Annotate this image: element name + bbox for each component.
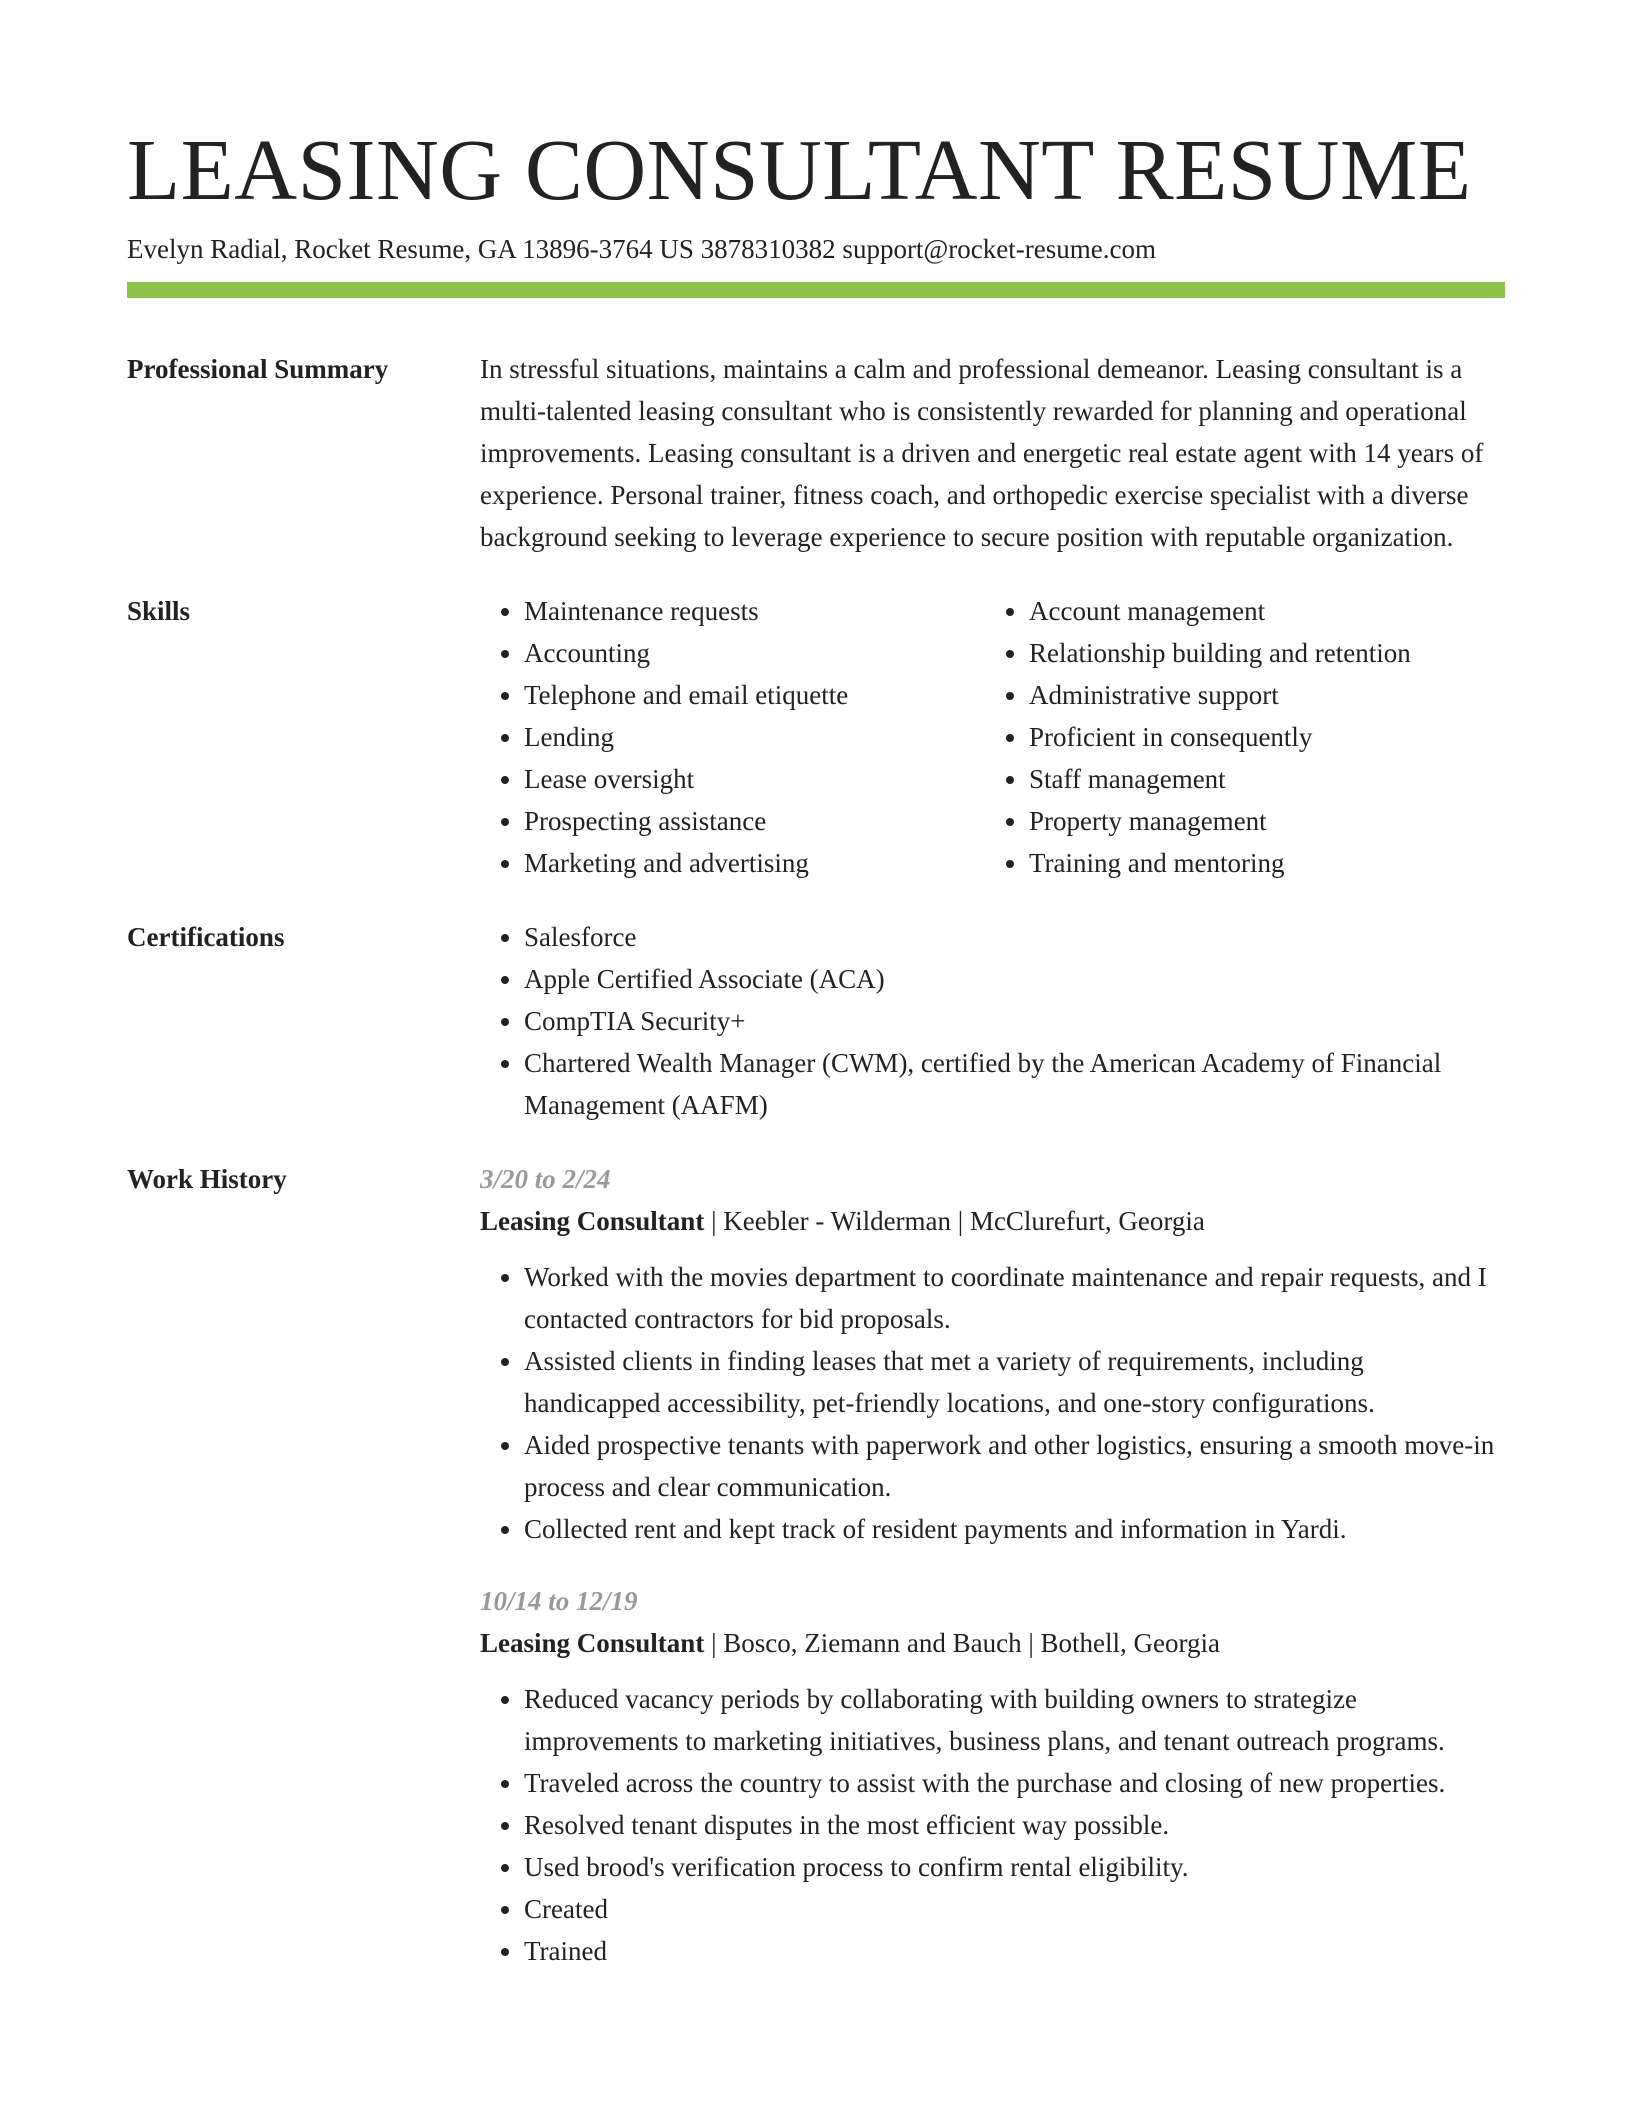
skill-item: • Maintenance requests (524, 590, 984, 632)
job-title: Leasing Consultant (480, 1206, 705, 1236)
work-history-section (127, 1158, 1505, 1972)
contact-line: Evelyn Radial, Rocket Resume, GA 13896-3764 US 3878310382 support@rocket-resume.com (127, 234, 1156, 264)
skill-item: • Property management (1029, 800, 1411, 842)
skills-columns (480, 590, 1505, 884)
job-bullet: • Worked with the movies department to coordinate maintenance and repair requests, and I contacted contractors for bid proposals. (524, 1256, 1505, 1340)
skill-item: • Prospecting assistance (524, 800, 984, 842)
skills-section (127, 590, 1505, 884)
job-bullet: • Assisted clients in finding leases that met a variety of requirements, including handicapped accessibility, pet-friendly locations, and one-story configurations. (524, 1340, 1505, 1424)
skill-item: • Staff management (1029, 758, 1411, 800)
skills-list-right (985, 590, 1411, 884)
certifications-list (480, 916, 1505, 1126)
skill-item: • Relationship building and retention (1029, 632, 1411, 674)
work-history-content (480, 1158, 1505, 1972)
job-details: | Keebler - Wilderman | McClurefurt, Georgia (704, 1206, 1205, 1236)
skill-item: • Administrative support (1029, 674, 1411, 716)
job-bullet: • Reduced vacancy periods by collaborating with building owners to strategize improvements to marketing initiatives, business plans, and tenant outreach programs. (524, 1678, 1505, 1762)
summary-text: In stressful situations, maintains a calm and professional demeanor. Leasing consultant is a multi-talented leasing consultant who is consistently rewarded for planning and operational improvements. Leasing consultant is a driven and energetic real estate agent with 14 years of experience. Personal trainer, fitness coach, and orthopedic exercise specialist with a diverse background seeking to leverage experience to secure position with reputable organization. (480, 354, 1484, 552)
skill-item: • Proficient in consequently (1029, 716, 1411, 758)
certification-item: • Salesforce (524, 916, 1505, 958)
skill-item: • Telephone and email etiquette (524, 674, 984, 716)
job-bullet: • Aided prospective tenants with paperwork and other logistics, ensuring a smooth move-in process and clear communication. (524, 1424, 1505, 1508)
skill-item: • Training and mentoring (1029, 842, 1411, 884)
job-bullets (480, 1256, 1505, 1550)
resume-title: LEASING CONSULTANT RESUME (127, 121, 1472, 218)
job-heading (480, 1200, 1505, 1242)
certification-item: • Chartered Wealth Manager (CWM), certified by the American Academy of Financial Management (AAFM) (524, 1042, 1505, 1126)
job-details: | Bosco, Ziemann and Bauch | Bothell, Georgia (704, 1628, 1221, 1658)
job-dates: 10/14 to 12/19 (480, 1586, 638, 1616)
job-bullet: • Collected rent and kept track of resident payments and information in Yardi. (524, 1508, 1505, 1550)
section-label-skills: Skills (127, 596, 191, 626)
job-bullet: • Trained (524, 1930, 1505, 1972)
section-label-work-history: Work History (127, 1164, 287, 1194)
job-bullets (480, 1678, 1505, 1972)
job-bullet: • Used brood's verification process to confirm rental eligibility. (524, 1846, 1505, 1888)
skill-item: • Lease oversight (524, 758, 984, 800)
job-title: Leasing Consultant (480, 1628, 705, 1658)
skill-item: • Marketing and advertising (524, 842, 984, 884)
certification-item: • Apple Certified Associate (ACA) (524, 958, 1505, 1000)
job-entry (480, 1580, 1505, 1972)
resume-page (127, 0, 1505, 1972)
certification-item: • CompTIA Security+ (524, 1000, 1505, 1042)
job-dates: 3/20 to 2/24 (480, 1164, 611, 1194)
skills-list-left (480, 590, 984, 884)
skill-item: • Account management (1029, 590, 1411, 632)
certifications-section (127, 916, 1505, 1126)
header-divider (127, 282, 1505, 298)
skill-item: • Lending (524, 716, 984, 758)
summary-section (127, 348, 1505, 558)
section-label-certifications: Certifications (127, 922, 285, 952)
skill-item: • Accounting (524, 632, 984, 674)
job-bullet: • Created (524, 1888, 1505, 1930)
job-bullet: • Resolved tenant disputes in the most efficient way possible. (524, 1804, 1505, 1846)
section-label-summary: Professional Summary (127, 354, 389, 384)
job-heading (480, 1622, 1505, 1664)
certifications-content (480, 916, 1505, 1126)
job-bullet: • Traveled across the country to assist with the purchase and closing of new properties. (524, 1762, 1505, 1804)
job-entry (480, 1158, 1505, 1550)
